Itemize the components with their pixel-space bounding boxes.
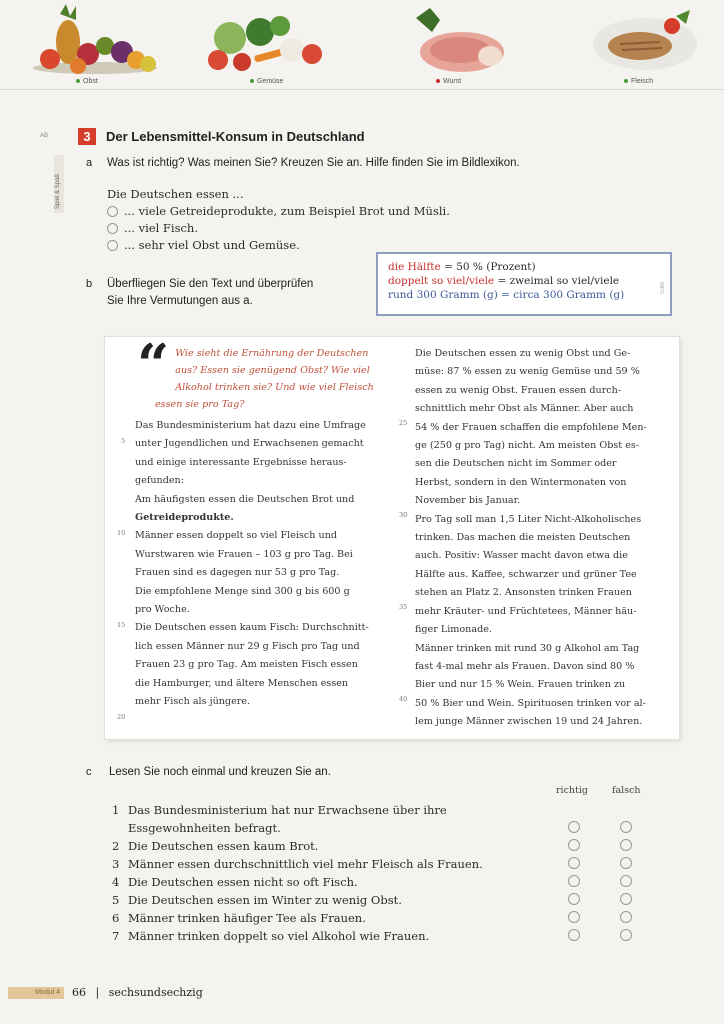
list-item: Essgewohnheiten befragt.	[128, 821, 281, 835]
exercise-number: 3	[78, 128, 96, 145]
task-a-option-3[interactable]: ... sehr viel Obst und Gemüse.	[107, 237, 450, 254]
fruit-image	[30, 4, 160, 76]
task-b-letter: b	[86, 278, 93, 290]
statement-list	[112, 801, 512, 945]
list-item: 6 Männer trinken häufiger Tee als Frauen.	[112, 911, 366, 925]
answer-richtig-3[interactable]	[568, 857, 580, 869]
column-richtig: richtig	[556, 785, 588, 796]
side-tab-label: Spiel & Spaß	[55, 173, 61, 209]
food-label-gemuese: Gemüse	[250, 78, 283, 85]
sausage-image	[410, 4, 510, 76]
answer-richtig-7[interactable]	[568, 929, 580, 941]
task-b-instruction: Überfliegen Sie den Text und überprüfen Sie Ihre Vermutungen aus a.	[107, 278, 314, 307]
exercise-heading	[78, 128, 365, 145]
task-a-lead: Die Deutschen essen ...	[107, 187, 244, 201]
answer-falsch-2[interactable]	[620, 839, 632, 851]
exercise-title: Der Lebensmittel-Konsum in Deutschland	[106, 129, 365, 144]
food-label-obst: Obst	[76, 78, 98, 85]
task-a-option-2[interactable]: ... viel Fisch.	[107, 220, 450, 237]
answer-falsch-5[interactable]	[620, 893, 632, 905]
reading-text-card: “ Wie sieht die Ernährung der Deutschen aus? Essen sie genügend Obst? Wie viel Alkohol trinken sie? Und wie viel Fleisch essen sie pro Tag? Das Bundesministerium hat dazu eine Umfrage unter Jugendlichen und Erwachsenen gemacht und einige interessante Ergebnisse heraus- gefunden: Am häufigsten essen die Deutschen Brot und Getreideprodukte. Männer essen doppelt so viel Fleisch und Wurstwaren wie Frauen – 103 g pro Tag. Bei Frauen sind es dagegen nur 53 g pro Tag. Die empfohlene Menge sind 300 g bis 600 g pro Woche. Die Deutschen essen kaum Fisch: Durchschnitt- lich essen Männer nur 29 g Fisch pro Tag und Frauen 23 g pro Tag. Am meisten Fisch essen die Hamburger, und ältere Menschen essen mehr Fisch als jüngere. 5 10 15 20 Die Deutschen essen zu wenig Obst und Ge- müse: 87 % essen zu wenig Gemüse und 59 % essen zu wenig Obst. Frauen essen durch- schnittlich mehr Obst als Männer. Aber auch 54 % der Frauen schaffen die empfohlene Men- ge (250 g pro Tag) nicht. Am meisten Obst es- sen die Deutschen nicht im Sommer oder Herbst, sondern in den Wintermonaten von November bis Januar. Pro Tag soll man 1,5 Liter Nicht-Alkoholisches trinken. Das machen die meisten Deutschen auch. Positiv: Wasser macht davon etwa die Hälfte aus. Kaffee, schwarzer und grüner Tee stehen an Platz 2. Ansonsten trinken Frauen mehr Kräuter- und Früchtetees, Männer häu- figer Limonade. Männer trinken mit rund 30 g Alkohol am Tag fast 4-mal mehr als Frauen. Davon sind 80 % Bier und nur 15 % Wein. Frauen trinken zu 50 % Bier und Wein. Spirituosen trinken vor al- lem junge Männer zwischen 19 und 24 Jahren. 25 30 35 40	[104, 336, 680, 740]
answer-falsch-3[interactable]	[620, 857, 632, 869]
list-item: 5 Die Deutschen essen im Winter zu wenig Obst.	[112, 893, 402, 907]
answer-falsch-7[interactable]	[620, 929, 632, 941]
answer-richtig-2[interactable]	[568, 839, 580, 851]
info-box: die Hälfte = 50 % (Prozent) doppelt so viel/viele = zweimal so viel/viele rund 300 Gramm (g) = circa 300 Gramm (g) INFO	[376, 252, 672, 316]
checkbox-circle[interactable]	[107, 240, 118, 251]
workbook-reference: AB	[40, 133, 49, 139]
quote-mark-icon: “	[137, 332, 170, 398]
page-footer	[0, 986, 724, 1000]
checkbox-circle[interactable]	[107, 206, 118, 217]
answer-richtig-1[interactable]	[568, 821, 580, 833]
meat-image	[590, 4, 700, 76]
task-a-option-1[interactable]: ... viele Getreideprodukte, zum Beispiel Brot und Müsli.	[107, 203, 450, 220]
answer-falsch-4[interactable]	[620, 875, 632, 887]
side-tab	[54, 155, 64, 213]
answer-richtig-6[interactable]	[568, 911, 580, 923]
text-column-right: Die Deutschen essen zu wenig Obst und Ge- müse: 87 % essen zu wenig Gemüse und 59 % essen zu wenig Obst. Frauen essen durch- schnittlich mehr Obst als Männer. Aber auch 54 % der Frauen schaffen die empfohlene Men- ge (250 g pro Tag) nicht. Am meisten Obst es- sen die Deutschen nicht im Sommer oder Herbst, sondern in den Wintermonaten von November bis Januar. Pro Tag soll man 1,5 Liter Nicht-Alkoholisches trinken. Das machen die meisten Deutschen auch. Positiv: Wasser macht davon etwa die Hälfte aus. Kaffee, schwarzer und grüner Tee stehen an Platz 2. Ansonsten trinken Frauen mehr Kräuter- und Früchtetees, Männer häu- figer Limonade. Männer trinken mit rund 30 g Alkohol am Tag fast 4-mal mehr als Frauen. Davon sind 80 % Bier und nur 15 % Wein. Frauen trinken zu 50 % Bier und Wein. Spirituosen trinken vor al- lem junge Männer zwischen 19 und 24 Jahren.	[415, 348, 647, 728]
page-number: 66 | sechsundsechzig	[72, 986, 203, 999]
modul-tab: Modul 4	[8, 987, 64, 999]
list-item: 2 Die Deutschen essen kaum Brot.	[112, 839, 319, 853]
answer-richtig-5[interactable]	[568, 893, 580, 905]
task-a-instruction: Was ist richtig? Was meinen Sie? Kreuzen Sie an. Hilfe finden Sie im Bildlexikon.	[107, 157, 520, 169]
checkbox-circle[interactable]	[107, 223, 118, 234]
food-label-fleisch: Fleisch	[624, 78, 653, 85]
task-a-options	[107, 186, 450, 254]
text-column-left: “ Wie sieht die Ernährung der Deutschen aus? Essen sie genügend Obst? Wie viel Alkohol trinken sie? Und wie viel Fleisch essen sie pro Tag? Das Bundesministerium hat dazu eine Umfrage unter Jugendlichen und Erwachsenen gemacht und einige interessante Ergebnisse heraus- gefunden: Am häufigsten essen die Deutschen Brot und Getreideprodukte. Männer essen doppelt so viel Fleisch und Wurstwaren wie Frauen – 103 g pro Tag. Bei Frauen sind es dagegen nur 53 g pro Tag. Die empfohlene Menge sind 300 g bis 600 g pro Woche. Die Deutschen essen kaum Fisch: Durchschnitt- lich essen Männer nur 29 g Fisch pro Tag und Frauen 23 g pro Tag. Am meisten Fisch essen die Hamburger, und ältere Menschen essen mehr Fisch als jüngere.	[135, 345, 385, 712]
food-photo-strip	[0, 0, 724, 90]
quote-block: “ Wie sieht die Ernährung der Deutschen aus? Essen sie genügend Obst? Wie viel Alkohol trinken sie? Und wie viel Fleisch essen sie pro Tag?	[137, 332, 374, 410]
list-item: 3 Männer essen durchschnittlich viel mehr Fleisch als Frauen.	[112, 857, 483, 871]
list-item: 7 Männer trinken doppelt so viel Alkohol wie Frauen.	[112, 929, 430, 943]
task-a-letter: a	[86, 157, 93, 169]
list-item: 1 Das Bundesministerium hat nur Erwachsene über ihre	[112, 803, 447, 817]
task-c-letter: c	[86, 766, 92, 778]
answer-richtig-4[interactable]	[568, 875, 580, 887]
column-falsch: falsch	[612, 785, 641, 796]
food-label-wurst: Wurst	[436, 78, 461, 85]
task-c-instruction: Lesen Sie noch einmal und kreuzen Sie an.	[109, 766, 331, 778]
list-item: 4 Die Deutschen essen nicht so oft Fisch.	[112, 875, 358, 889]
info-tag: INFO	[658, 282, 664, 294]
answer-falsch-6[interactable]	[620, 911, 632, 923]
answer-falsch-1[interactable]	[620, 821, 632, 833]
vegetables-image	[200, 4, 340, 76]
